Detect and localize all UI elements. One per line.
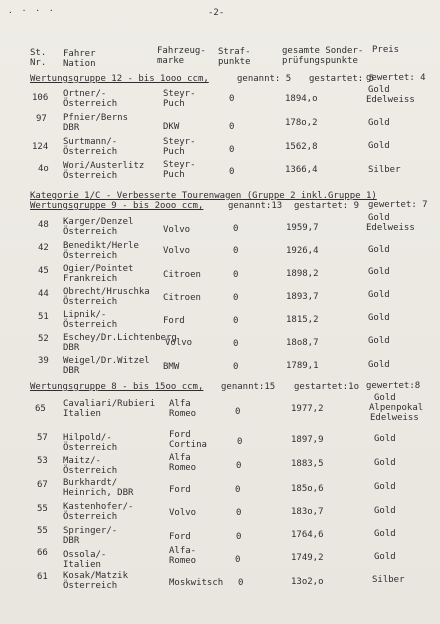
nation: Österreich bbox=[63, 466, 118, 476]
header-fahrzeug: Fahrzeug- bbox=[157, 46, 206, 56]
penalty-points: 0 bbox=[233, 362, 239, 372]
make: DKW bbox=[163, 122, 180, 132]
scan-specks: . · · · bbox=[8, 6, 56, 15]
driver: Hilpold/- bbox=[63, 433, 112, 443]
prize: Gold bbox=[368, 213, 390, 223]
start-number: 42 bbox=[38, 243, 49, 253]
make: Citroen bbox=[163, 270, 201, 280]
nation: Österreich bbox=[63, 297, 118, 307]
nation: DBR bbox=[63, 343, 80, 353]
start-number: 57 bbox=[37, 433, 48, 443]
special-stage-points: 1894,o bbox=[285, 94, 318, 104]
header-fahrer: Fahrer bbox=[63, 49, 96, 59]
nation: DBR bbox=[63, 536, 80, 546]
group8-gestartet: gestartet:1o bbox=[294, 382, 360, 392]
nation: Österreich bbox=[63, 147, 118, 157]
header-punkte: punkte bbox=[218, 57, 251, 67]
start-number: 48 bbox=[38, 220, 49, 230]
driver: Karger/Denzel bbox=[63, 217, 134, 227]
special-stage-points: 18o8,7 bbox=[286, 338, 319, 348]
make-model: Puch bbox=[163, 170, 185, 180]
make: Volvo bbox=[163, 225, 191, 235]
special-stage-points: 1366,4 bbox=[285, 165, 318, 175]
header-pruefungspunkte: prüfungspunkte bbox=[282, 56, 358, 66]
special-stage-points: 1562,8 bbox=[285, 142, 318, 152]
start-number: 55 bbox=[37, 504, 48, 514]
page-number: -2- bbox=[208, 8, 225, 18]
start-number: 66 bbox=[37, 548, 48, 558]
special-stage-points: 1789,1 bbox=[286, 361, 319, 371]
driver: Wori/Austerlitz bbox=[63, 161, 145, 171]
make: Ford bbox=[163, 316, 185, 326]
prize: Gold bbox=[374, 434, 396, 444]
driver: Weigel/Dr.Witzel bbox=[63, 356, 150, 366]
penalty-points: 0 bbox=[238, 578, 244, 588]
penalty-points: 0 bbox=[237, 437, 243, 447]
start-number: 53 bbox=[37, 456, 48, 466]
kategorie-heading: Kategorie 1/C - Verbesserte Tourenwagen (Gruppe 2 inkl.Gruppe 1) bbox=[30, 191, 377, 201]
header-straf: Straf- bbox=[218, 47, 251, 57]
prize: Gold bbox=[368, 85, 390, 95]
start-number: 65 bbox=[35, 404, 46, 414]
penalty-points: 0 bbox=[229, 145, 235, 155]
special-stage-points: 183o,7 bbox=[291, 507, 324, 517]
prize: Gold bbox=[368, 360, 390, 370]
driver: Maitz/- bbox=[63, 456, 101, 466]
start-number: 39 bbox=[38, 356, 49, 366]
penalty-points: 0 bbox=[233, 339, 239, 349]
header-marke: marke bbox=[157, 56, 185, 66]
make: Volvo bbox=[163, 246, 191, 256]
nation: Österreich bbox=[63, 512, 118, 522]
group9-genannt: genannt:13 bbox=[228, 201, 283, 211]
group12-heading: Wertungsgruppe 12 - bis 1ooo ccm, bbox=[30, 74, 209, 84]
header-nation: Nation bbox=[63, 59, 96, 69]
nation: Österreich bbox=[63, 320, 118, 330]
special-stage-points: 1815,2 bbox=[286, 315, 319, 325]
driver: Ossola/- bbox=[63, 550, 107, 560]
prize: Gold bbox=[374, 393, 396, 403]
header-nr: Nr. bbox=[30, 58, 47, 68]
make: Alfa bbox=[169, 453, 191, 463]
prize-3: Edelweiss bbox=[370, 413, 419, 423]
driver: Pfnier/Berns bbox=[63, 113, 129, 123]
start-number: 51 bbox=[38, 312, 49, 322]
penalty-points: 0 bbox=[233, 270, 239, 280]
driver: Cavaliari/Rubieri bbox=[63, 399, 156, 409]
penalty-points: 0 bbox=[235, 485, 241, 495]
make-model: Cortina bbox=[169, 440, 207, 450]
prize-2: Edelweiss bbox=[366, 223, 415, 233]
driver: Kastenhofer/- bbox=[63, 502, 134, 512]
nation: Österreich bbox=[63, 443, 118, 453]
prize: Gold bbox=[368, 267, 390, 277]
make: Steyr- bbox=[163, 89, 196, 99]
nation: DBR bbox=[63, 123, 80, 133]
nation: Österreich bbox=[63, 171, 118, 181]
make: Volvo bbox=[169, 508, 197, 518]
penalty-points: 0 bbox=[236, 508, 242, 518]
penalty-points: 0 bbox=[229, 167, 235, 177]
make: Ford bbox=[169, 532, 191, 542]
prize: Silber bbox=[372, 575, 405, 585]
group12-genannt: genannt: 5 bbox=[237, 74, 292, 84]
penalty-points: 0 bbox=[236, 461, 242, 471]
make-model: Romeo bbox=[169, 556, 197, 566]
special-stage-points: 13o2,o bbox=[291, 577, 324, 587]
penalty-points: 0 bbox=[233, 224, 239, 234]
start-number: 67 bbox=[37, 480, 48, 490]
group12-gestartet: gestartet: 5 bbox=[309, 74, 375, 84]
prize: Gold bbox=[368, 313, 390, 323]
driver: Benedikt/Herle bbox=[63, 241, 139, 251]
make: BMW bbox=[163, 362, 180, 372]
make: Alfa- bbox=[169, 546, 197, 556]
penalty-points: 0 bbox=[236, 532, 242, 542]
make-model: Puch bbox=[163, 99, 185, 109]
special-stage-points: 1926,4 bbox=[286, 246, 319, 256]
group8-gewertet: gewertet:8 bbox=[366, 381, 421, 391]
special-stage-points: 178o,2 bbox=[285, 118, 318, 128]
make: Ford bbox=[169, 485, 191, 495]
start-number: 61 bbox=[37, 572, 48, 582]
nation: Italien bbox=[63, 560, 101, 570]
driver: Kosak/Matzik bbox=[63, 571, 129, 581]
penalty-points: 0 bbox=[235, 407, 241, 417]
prize: Gold bbox=[374, 529, 396, 539]
nation: DBR bbox=[63, 366, 80, 376]
nation: Österreich bbox=[63, 227, 118, 237]
start-number: 45 bbox=[38, 266, 49, 276]
driver: Ogier/Pointet bbox=[63, 264, 134, 274]
driver: Ortner/- bbox=[63, 89, 107, 99]
start-number: 52 bbox=[38, 334, 49, 344]
make-model: Romeo bbox=[169, 463, 197, 473]
prize: Gold bbox=[368, 141, 390, 151]
driver: Burkhardt/ bbox=[63, 478, 118, 488]
make: Steyr- bbox=[163, 137, 196, 147]
make-model: Puch bbox=[163, 147, 185, 157]
prize-2: Alpenpokal bbox=[369, 403, 424, 413]
special-stage-points: 1883,5 bbox=[291, 459, 324, 469]
group12-gewertet: gewertet: 4 bbox=[366, 73, 426, 83]
penalty-points: 0 bbox=[229, 122, 235, 132]
special-stage-points: 1764,6 bbox=[291, 530, 324, 540]
special-stage-points: 1749,2 bbox=[291, 553, 324, 563]
nation: Frankreich bbox=[63, 274, 118, 284]
nation: Italien bbox=[63, 409, 101, 419]
prize: Gold bbox=[368, 118, 390, 128]
make: Steyr- bbox=[163, 160, 196, 170]
prize: Silber bbox=[368, 165, 401, 175]
group8-genannt: genannt:15 bbox=[221, 382, 276, 392]
penalty-points: 0 bbox=[233, 293, 239, 303]
header-preis: Preis bbox=[372, 45, 400, 55]
special-stage-points: 1898,2 bbox=[286, 269, 319, 279]
penalty-points: 0 bbox=[229, 94, 235, 104]
nation: Österreich bbox=[63, 251, 118, 261]
group9-gestartet: gestartet: 9 bbox=[294, 201, 360, 211]
penalty-points: 0 bbox=[235, 555, 241, 565]
prize: Gold bbox=[374, 482, 396, 492]
penalty-points: 0 bbox=[233, 246, 239, 256]
prize-2: Edelweiss bbox=[366, 95, 415, 105]
make-model: Romeo bbox=[169, 409, 197, 419]
nation: Österreich bbox=[63, 581, 118, 591]
prize: Gold bbox=[368, 245, 390, 255]
header-st: St. bbox=[30, 48, 47, 58]
nation: Heinrich, DBR bbox=[63, 488, 134, 498]
driver: Obrecht/Hruschka bbox=[63, 287, 150, 297]
start-number: 106 bbox=[32, 93, 49, 103]
start-number: 4o bbox=[38, 164, 49, 174]
group8-heading: Wertungsgruppe 8 - bis 15oo ccm, bbox=[30, 382, 204, 392]
special-stage-points: 1897,9 bbox=[291, 435, 324, 445]
make: Moskwitsch bbox=[169, 578, 224, 588]
start-number: 97 bbox=[36, 114, 47, 124]
prize: Gold bbox=[368, 290, 390, 300]
start-number: 124 bbox=[32, 142, 49, 152]
header-gesamte: gesamte Sonder- bbox=[282, 46, 364, 56]
special-stage-points: 1959,7 bbox=[286, 223, 319, 233]
driver: Surtmann/- bbox=[63, 137, 118, 147]
prize: Gold bbox=[374, 552, 396, 562]
make: Citroen bbox=[163, 293, 201, 303]
special-stage-points: 185o,6 bbox=[291, 484, 324, 494]
start-number: 55 bbox=[37, 526, 48, 536]
start-number: 44 bbox=[38, 289, 49, 299]
special-stage-points: 1893,7 bbox=[286, 292, 319, 302]
driver: Springer/- bbox=[63, 526, 118, 536]
driver: Eschey/Dr.Lichtenberg bbox=[63, 333, 177, 343]
driver: Lipnik/- bbox=[63, 310, 107, 320]
prize: Gold bbox=[374, 458, 396, 468]
group9-gewertet: gewertet: 7 bbox=[368, 200, 428, 210]
make: Volvo bbox=[165, 338, 193, 348]
nation: Österreich bbox=[63, 99, 118, 109]
penalty-points: 0 bbox=[233, 316, 239, 326]
make: Ford bbox=[169, 430, 191, 440]
special-stage-points: 1977,2 bbox=[291, 404, 324, 414]
group9-heading: Wertungsgruppe 9 - bis 2ooo ccm, bbox=[30, 201, 204, 211]
prize: Gold bbox=[374, 506, 396, 516]
make: Alfa bbox=[169, 399, 191, 409]
prize: Gold bbox=[368, 336, 390, 346]
